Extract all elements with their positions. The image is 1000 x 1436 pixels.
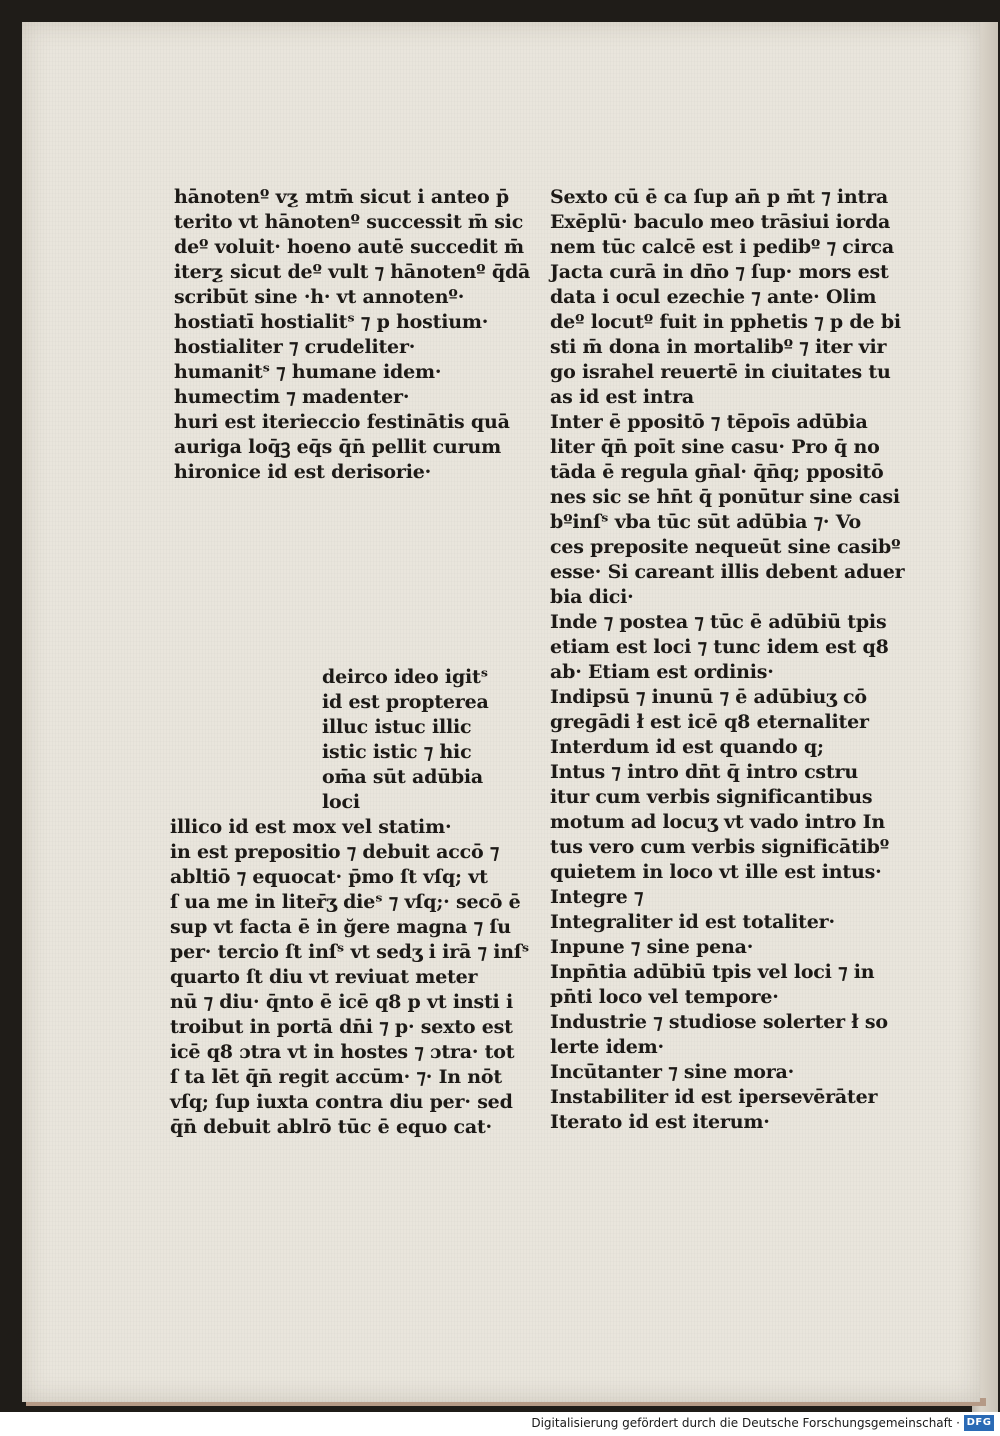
text-line: sup vt facta ē in ğere magna ⁊ ſu bbox=[170, 916, 511, 938]
text-line: bia dici· bbox=[550, 586, 634, 608]
text-line: iterƺ sicut deº vult ⁊ hānotenº q̄dā bbox=[174, 261, 531, 283]
text-line: ab· Etiam est ordinis· bbox=[550, 661, 774, 683]
text-line: per· tercio ſt inſˢ vt sedʒ i irā ⁊ inſˢ bbox=[170, 941, 530, 963]
text-line: lerte idem· bbox=[550, 1036, 664, 1058]
text-line: Industrie ⁊ studiose solerter ł so bbox=[550, 1011, 888, 1033]
text-line: id est propterea bbox=[322, 691, 489, 713]
dfg-logo-icon: DFG bbox=[964, 1415, 994, 1431]
text-line: Indipsū ⁊ inunū ⁊ ē adūbiuʒ cō bbox=[550, 686, 867, 708]
text-line: auriga loq̄ꝫ eq̄s q̄n̄ pellit curum bbox=[174, 436, 501, 458]
text-line: loci bbox=[322, 791, 360, 813]
text-line: illuc istuc illic bbox=[322, 716, 472, 738]
text-line: nes sic se hn̄t q̄ ponūtur sine casi bbox=[550, 486, 900, 508]
text-line: ces preposite nequeūt sine casibº bbox=[550, 536, 901, 558]
text-line: nū ⁊ diu· q̄nto ē icē q8 p vt insti i bbox=[170, 991, 514, 1013]
text-line: scribūt sine ·h· vt annotenº· bbox=[174, 286, 465, 308]
text-line: Instabiliter id est ipersevērāter bbox=[550, 1086, 878, 1108]
text-line: vſq; ſup iuxta contra diu per· sed bbox=[170, 1091, 513, 1113]
text-line: humanitˢ ⁊ humane idem· bbox=[174, 361, 442, 383]
text-line: pn̄ti loco vel tempore· bbox=[550, 986, 779, 1008]
text-line: Jacta curā in dn̄o ⁊ ſup· mors est bbox=[550, 261, 889, 283]
text-line: Interdum id est quando q; bbox=[550, 736, 824, 758]
text-line: hironice id est derisorie· bbox=[174, 461, 432, 483]
text-line: ſ ua me in liter̄ʒ dieˢ ⁊ vſq;· secō ē bbox=[170, 891, 521, 913]
text-line: ſ ta lēt q̄n̄ regit accūm· ⁊· In nōt bbox=[170, 1066, 502, 1088]
text-line: terito vt hānotenº successit m̄ sic bbox=[174, 211, 524, 233]
text-line: Incūtanter ⁊ sine mora· bbox=[550, 1061, 795, 1083]
text-line: Inpn̄tia adūbiū tpis vel loci ⁊ in bbox=[550, 961, 875, 983]
text-line: Inpune ⁊ sine pena· bbox=[550, 936, 754, 958]
text-line: Inter ē ppositō ⁊ tēpoīs adūbia bbox=[550, 411, 868, 433]
text-line: Intus ⁊ intro dn̄t q̄ intro cstru bbox=[550, 761, 858, 783]
text-line: data i ocul ezechie ⁊ ante· Olim bbox=[550, 286, 877, 308]
text-line: deº voluit· hoeno autē succedit m̄ bbox=[174, 236, 524, 258]
text-line: quietem in loco vt ille est intus· bbox=[550, 861, 882, 883]
text-line: q̄n̄ debuit ablrō tūc ē equo cat· bbox=[170, 1116, 492, 1138]
text-line: as id est intra bbox=[550, 386, 695, 408]
text-line: hostialiter ⁊ crudeliter· bbox=[174, 336, 416, 358]
footer-bar bbox=[0, 1412, 1000, 1436]
text-line: illico id est mox vel statim· bbox=[170, 816, 452, 838]
text-line: gregādi ł est icē q8 eternaliter bbox=[550, 711, 869, 733]
text-line: icē q8 ɔtra vt in hostes ⁊ ɔtra· tot bbox=[170, 1041, 515, 1063]
text-line: huri est iterieccio festinātis quā bbox=[174, 411, 510, 433]
text-line: Integre ⁊ bbox=[550, 886, 644, 908]
text-line: quarto ſt diu vt reviuat meter bbox=[170, 966, 478, 988]
text-line: istic istic ⁊ hic bbox=[322, 741, 472, 763]
text-line: tus vero cum verbis significātibº bbox=[550, 836, 890, 858]
text-line: esse· Si careant illis debent aduer bbox=[550, 561, 905, 583]
text-line: hostiatī hostialitˢ ⁊ p hostium· bbox=[174, 311, 489, 333]
text-line: Integraliter id est totaliter· bbox=[550, 911, 835, 933]
text-line: troibut in portā dn̄i ⁊ p· sexto est bbox=[170, 1016, 513, 1038]
text-line: etiam est loci ⁊ tunc idem est q8 bbox=[550, 636, 889, 658]
text-line: bºinſˢ vba tūc sūt adūbia ⁊· Vo bbox=[550, 511, 862, 533]
text-line: sti m̄ dona in mortalibº ⁊ iter vir bbox=[550, 336, 887, 358]
text-line: deirco ideo igitˢ bbox=[322, 666, 488, 688]
text-line: in est prepositio ⁊ debuit accō ⁊ bbox=[170, 841, 500, 863]
text-line: motum ad locuʒ vt vado intro In bbox=[550, 811, 885, 833]
text-line: abltiō ⁊ equocat· p̄mo ſt vſq; vt bbox=[170, 866, 488, 888]
text-line: humectim ⁊ madenter· bbox=[174, 386, 410, 408]
funding-credit: Digitalisierung gefördert durch die Deutsche Forschungsgemeinschaft · bbox=[531, 1416, 960, 1430]
text-line: liter q̄n̄ poīt sine casu· Pro q̄ no bbox=[550, 436, 880, 458]
text-line: deº locutº fuit in pphetis ⁊ p de bi bbox=[550, 311, 901, 333]
text-line: Inde ⁊ postea ⁊ tūc ē adūbiū tpis bbox=[550, 611, 887, 633]
text-line: om̄a sūt adūbia bbox=[322, 766, 484, 788]
text-line: Iterato id est iterum· bbox=[550, 1111, 770, 1133]
text-line: nem tūc calcē est i pedibº ⁊ circa bbox=[550, 236, 894, 258]
text-line: itur cum verbis significantibus bbox=[550, 786, 873, 808]
text-line: hānotenº vƺ mtm̄ sicut i anteo p̄ bbox=[174, 186, 510, 208]
text-line: go israhel reuertē in ciuitates tu bbox=[550, 361, 891, 383]
text-line: Exēplū· baculo meo trāsiui iorda bbox=[550, 211, 891, 233]
text-line: Sexto cū ē ca ſup an̄ p m̄t ⁊ intra bbox=[550, 186, 889, 208]
text-line: tāda ē regula gn̄al· q̄n̄q; ppositō bbox=[550, 461, 884, 483]
